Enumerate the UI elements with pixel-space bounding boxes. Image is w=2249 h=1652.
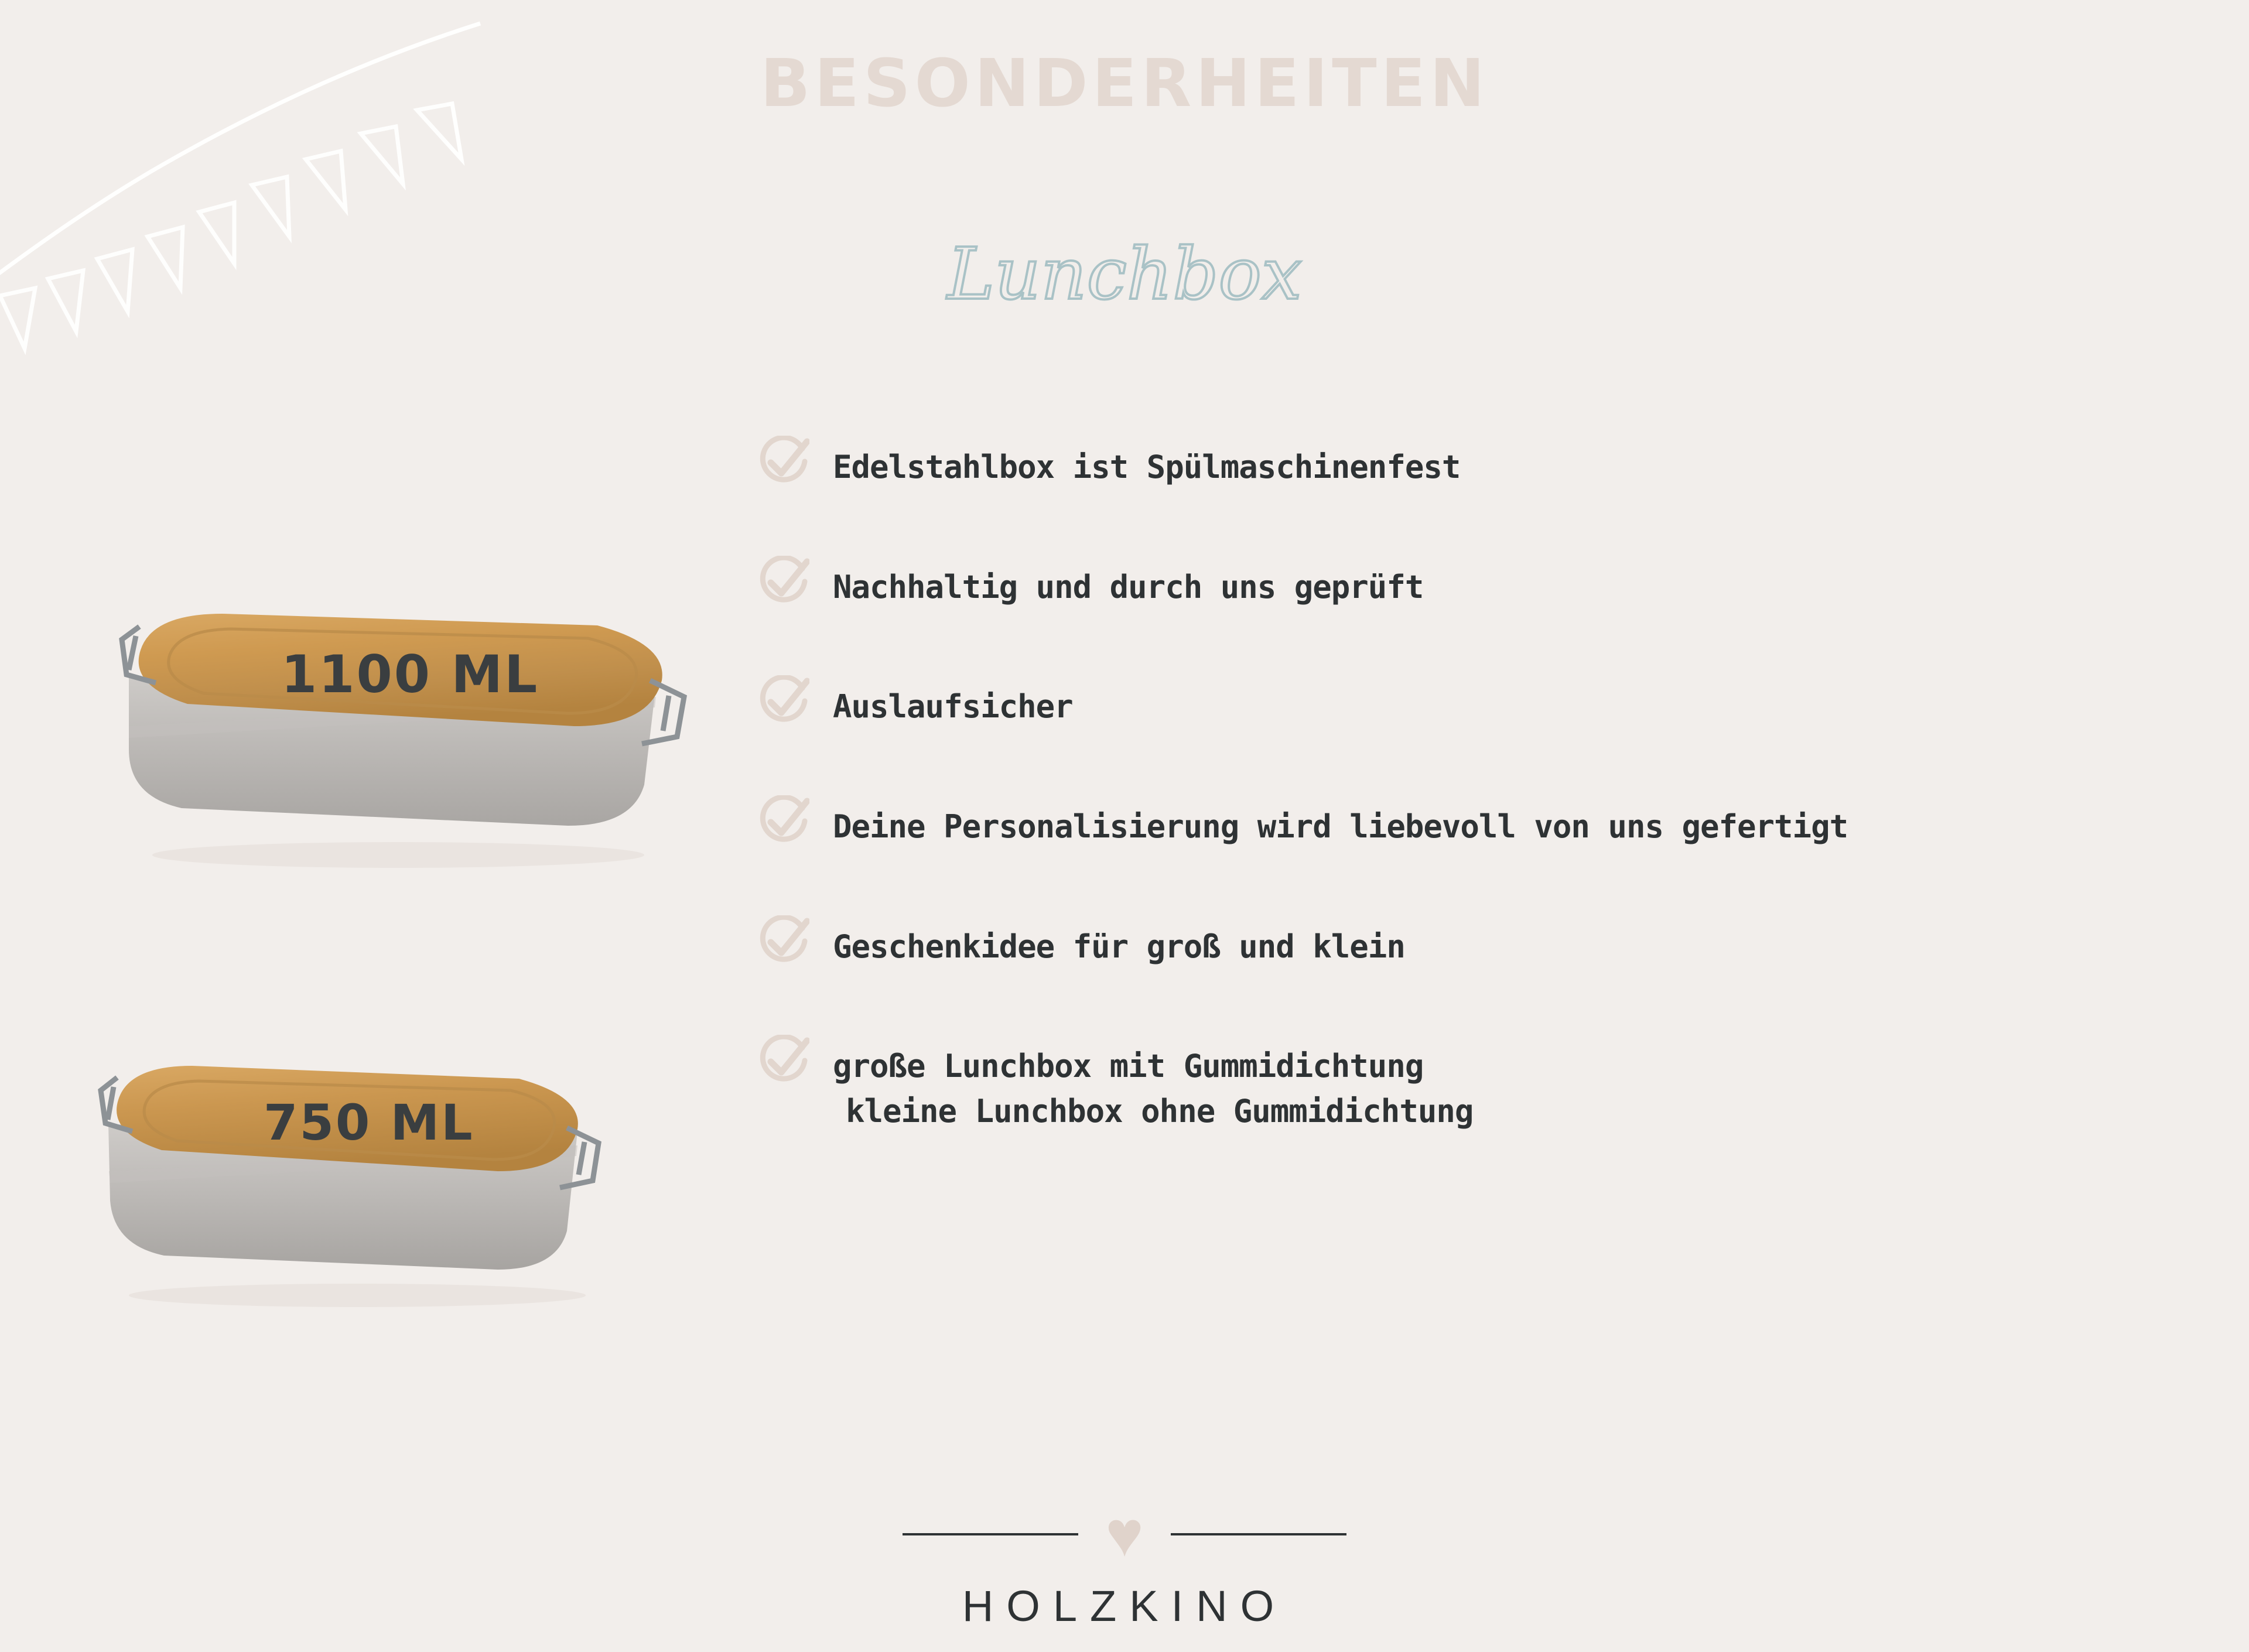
- page-subtitle: [0, 211, 2249, 340]
- subtitle-text: Lunchbox: [947, 232, 1302, 316]
- page-title: BESONDERHEITEN: [760, 46, 1489, 122]
- heart-icon: ♥: [1105, 1498, 1144, 1570]
- divider-rule-right: [1171, 1533, 1346, 1535]
- product-image-lunchbox-small: [88, 1007, 644, 1323]
- check-circle-icon: [756, 436, 809, 490]
- feature-list: [756, 445, 2103, 1209]
- product-label-large: 1100 ML: [281, 644, 539, 704]
- feature-text: Deine Personalisierung wird liebevoll von uns gefertigt: [833, 808, 1848, 846]
- feature-text-second-line: kleine Lunchbox ohne Gummidichtung: [846, 1093, 1474, 1130]
- product-label-small: 750 ML: [264, 1094, 474, 1151]
- brand-name: HOLZKINO: [962, 1582, 1287, 1630]
- list-item: [756, 685, 2103, 730]
- feature-text: Auslaufsicher: [833, 688, 1073, 726]
- feature-text: Nachhaltig und durch uns geprüft: [833, 568, 1424, 606]
- list-item: [756, 445, 2103, 490]
- feature-text: große Lunchbox mit Gummidichtung: [833, 1048, 1424, 1085]
- list-item: [756, 805, 2103, 850]
- list-item: [756, 1044, 2103, 1134]
- list-item: [756, 925, 2103, 970]
- product-image-lunchbox-large: [105, 550, 715, 878]
- check-circle-icon: [756, 1035, 809, 1089]
- divider-rule-left: [903, 1533, 1078, 1535]
- check-circle-icon: [756, 556, 809, 610]
- feature-text: Edelstahlbox ist Spülmaschinenfest: [833, 449, 1461, 485]
- check-circle-icon: [756, 915, 809, 969]
- list-item: [756, 565, 2103, 610]
- check-circle-icon: [756, 795, 809, 849]
- check-circle-icon: [756, 675, 809, 729]
- divider: [0, 1498, 2249, 1570]
- feature-text: Geschenkidee für groß und klein: [833, 928, 1405, 965]
